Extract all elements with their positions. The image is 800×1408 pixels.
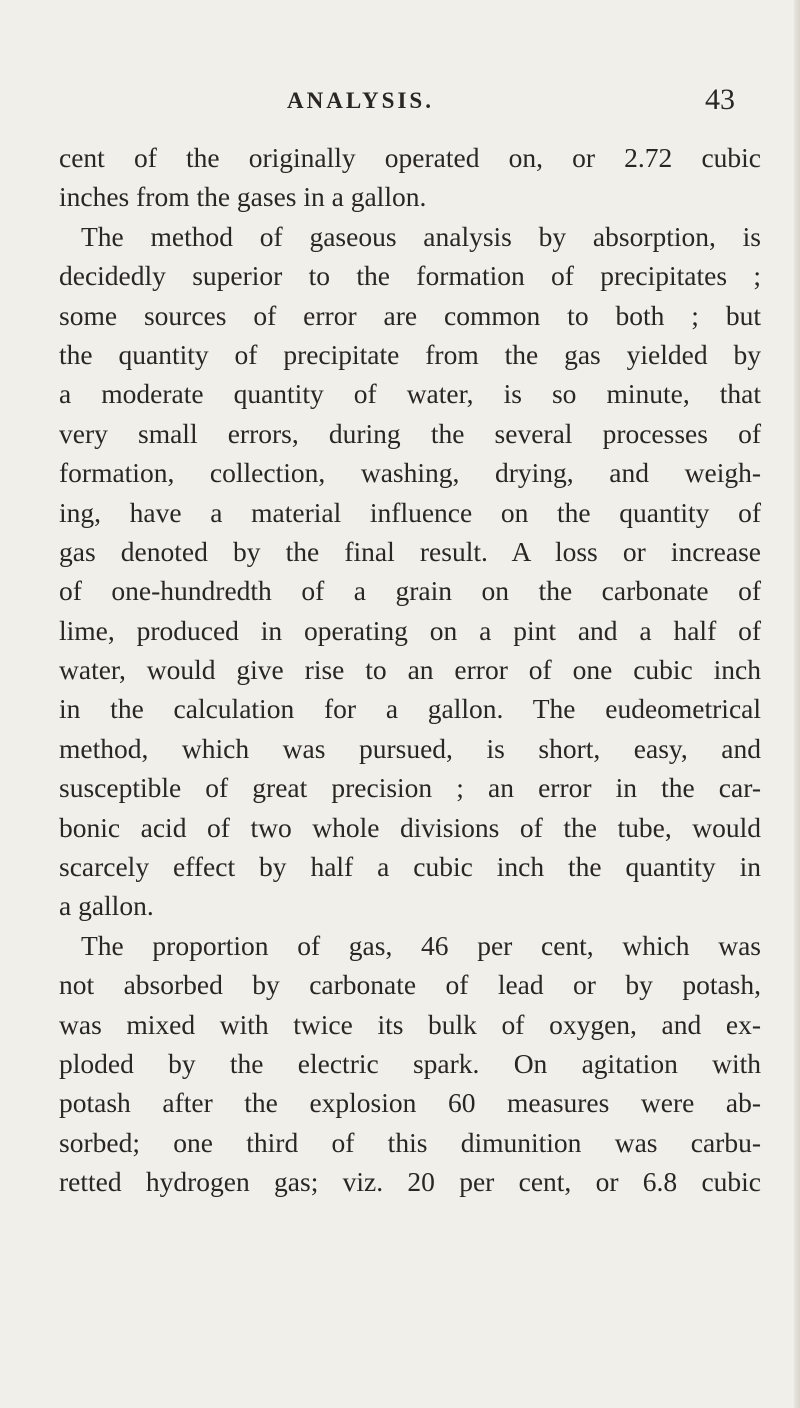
running-head [0, 84, 800, 124]
text-line: bonic acid of two whole divisions of the tube, would [59, 811, 761, 843]
text-line: cent of the originally operated on, or 2.72 cubic [59, 142, 761, 173]
text-line: was mixed with twice its bulk of oxygen, and ex- [59, 1008, 761, 1040]
text-line: sorbed; one third of this dimunition was carbu- [59, 1126, 761, 1158]
text-line: ploded by the electric spark. On agitation with [59, 1047, 761, 1079]
text-line: potash after the explosion 60 measures were ab- [59, 1087, 761, 1119]
text-line: the quantity of precipitate from the gas yielded by [59, 338, 761, 370]
text-line: water, would give rise to an error of one cubic inch [59, 654, 761, 686]
page-number: 43 [705, 83, 735, 116]
text-line: retted hydrogen gas; viz. 20 per cent, or 6.8 cubic [59, 1166, 761, 1198]
text-line: not absorbed by carbonate of lead or by potash, [59, 969, 761, 1001]
text-line: some sources of error are common to both ; but [59, 299, 761, 331]
text-line: very small errors, during the several processes of [59, 417, 761, 449]
page-edge [794, 0, 800, 1408]
text-line: formation, collection, washing, drying, and weigh- [59, 457, 761, 489]
text-line: The method of gaseous analysis by absorption, is [81, 220, 761, 252]
text-line: ing, have a material influence on the quantity of [59, 496, 761, 528]
text-line: inches from the gases in a gallon. [59, 181, 427, 213]
text-line: susceptible of great precision ; an error in the car- [59, 772, 761, 804]
text-line: decidedly superior to the formation of precipitates ; [59, 260, 761, 292]
running-title: ANALYSIS. [287, 88, 434, 113]
text-line: scarcely effect by half a cubic inch the quantity in [59, 851, 761, 883]
text-line: lime, produced in operating on a pint and a half of [59, 614, 761, 646]
text-line: gas denoted by the final result. A loss or increase [59, 535, 761, 567]
text-line: method, which was pursued, is short, easy, and [59, 732, 761, 764]
text-line: a moderate quantity of water, is so minute, that [59, 378, 761, 410]
text-line: a gallon. [59, 890, 154, 922]
text-line: of one-hundredth of a grain on the carbonate of [59, 575, 761, 607]
text-line: The proportion of gas, 46 per cent, which was [81, 929, 761, 961]
body-text [59, 138, 761, 1202]
text-line: in the calculation for a gallon. The eudeometrical [59, 693, 761, 725]
